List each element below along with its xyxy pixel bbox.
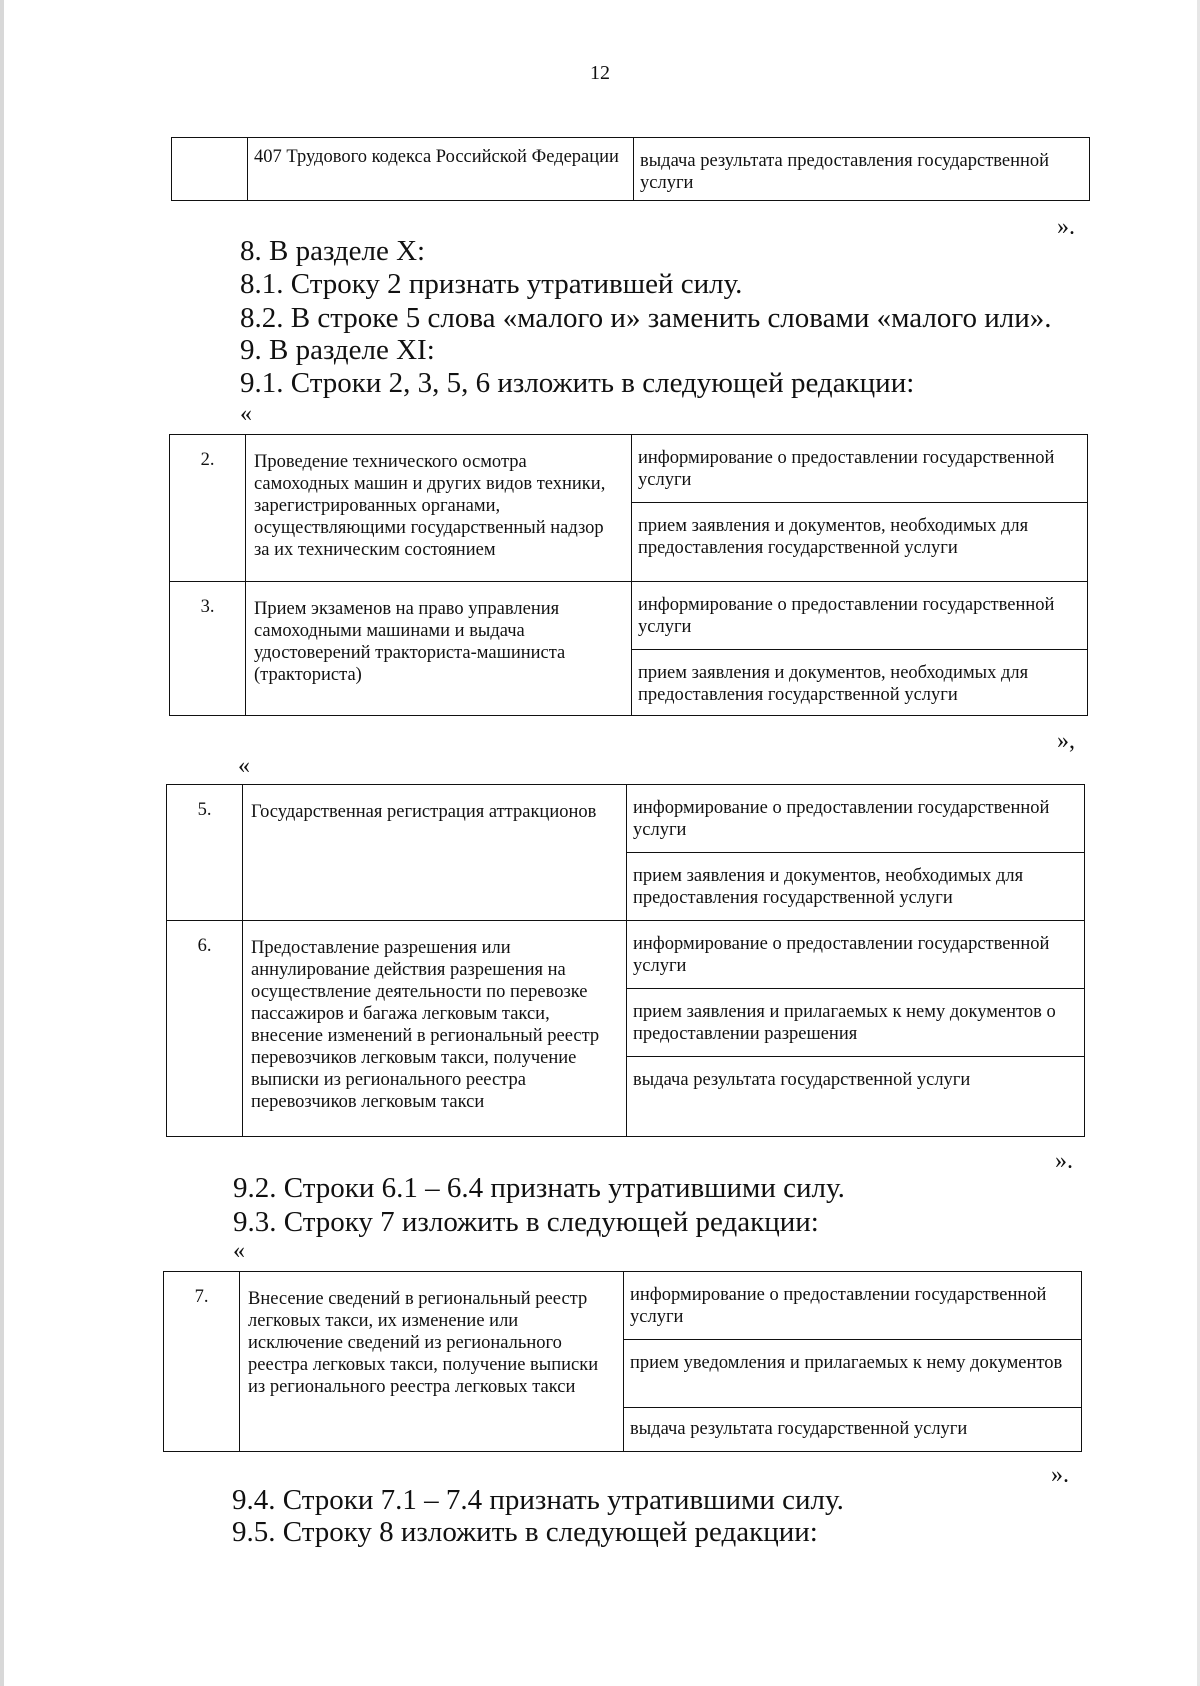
paragraph-8-2: 8.2. В строке 5 слова «малого и» заменить словами «малого или». [240,302,1052,334]
table-row [164,1272,1082,1340]
table-row [170,435,1088,503]
closing-quote: ». [1055,1148,1073,1174]
table-row [167,921,1085,989]
services-table-rows-5-6 [166,784,1085,1137]
paragraph-9-1: 9.1. Строки 2, 3, 5, 6 изложить в следующей редакции: [240,367,915,399]
paragraph-9: 9. В разделе XI: [240,334,435,366]
activity-cell: прием заявления и прилагаемых к нему документов о предоставлении разрешения [627,989,1085,1057]
row-number: 5. [167,785,243,921]
page-number: 12 [590,62,610,84]
activity-cell: информирование о предоставлении государственной услуги [627,785,1085,853]
row-number: 7. [164,1272,240,1452]
closing-quote: ». [1051,1462,1069,1488]
table-row [170,582,1088,650]
paragraph-8: 8. В разделе X: [240,235,426,267]
service-name-cell: Государственная регистрация аттракционов [243,785,627,921]
service-name-cell: Проведение технического осмотра самоходных машин и других видов техники, зарегистрированных органами, осуществляющими государственный надзор за их техническим состоянием [246,435,632,582]
service-name-cell: Прием экзаменов на право управления самоходными машинами и выдача удостоверений тракториста-машиниста (тракториста) [246,582,632,716]
paragraph-8-1: 8.1. Строку 2 признать утратившей силу. [240,268,743,300]
services-table-rows-2-3 [169,434,1088,716]
row-number: 6. [167,921,243,1137]
opening-quote: « [233,1238,245,1264]
top-continuation-table [171,137,1090,201]
paragraph-9-2: 9.2. Строки 6.1 – 6.4 признать утратившими силу. [233,1172,845,1204]
activity-cell: информирование о предоставлении государственной услуги [624,1272,1082,1340]
activity-cell: прием заявления и документов, необходимых для предоставления государственной услуги [632,503,1088,582]
service-name-cell: 407 Трудового кодекса Российской Федерации [248,138,634,201]
activity-cell: прием заявления и документов, необходимых для предоставления государственной услуги [632,650,1088,716]
activity-cell: прием уведомления и прилагаемых к нему документов [624,1340,1082,1408]
closing-quote: ». [1057,214,1075,240]
scan-left-edge [0,0,4,1686]
activity-cell: информирование о предоставлении государственной услуги [632,582,1088,650]
paragraph-9-3: 9.3. Строку 7 изложить в следующей редакции: [233,1206,819,1238]
activity-cell: выдача результата государственной услуги [627,1057,1085,1137]
paragraph-9-4: 9.4. Строки 7.1 – 7.4 признать утратившими силу. [232,1484,844,1516]
activity-cell: информирование о предоставлении государственной услуги [627,921,1085,989]
services-table-row-7 [163,1271,1082,1452]
row-number: 2. [170,435,246,582]
closing-quote: », [1057,728,1075,754]
activity-cell: выдача результата предоставления государственной услуги [634,138,1090,201]
table-row [172,138,1090,201]
table-row [167,785,1085,853]
row-number: 3. [170,582,246,716]
service-name-cell: Предоставление разрешения или аннулирование действия разрешения на осуществление деятельности по перевозке пассажиров и багажа легковым такси, внесение изменений в региональный реестр перевозчиков легковым такси, получение выписки из регионального реестра перевозчиков легковым такси [243,921,627,1137]
opening-quote: « [240,401,252,427]
service-name-cell: Внесение сведений в региональный реестр легковых такси, их изменение или исключение сведений из регионального реестра легковых такси, получение выписки из регионального реестра легковых такси [240,1272,624,1452]
opening-quote: « [238,753,250,779]
paragraph-9-5: 9.5. Строку 8 изложить в следующей редакции: [232,1516,818,1548]
activity-cell: выдача результата государственной услуги [624,1408,1082,1452]
activity-cell: прием заявления и документов, необходимых для предоставления государственной услуги [627,853,1085,921]
activity-cell: информирование о предоставлении государственной услуги [632,435,1088,503]
number-cell [172,138,248,201]
